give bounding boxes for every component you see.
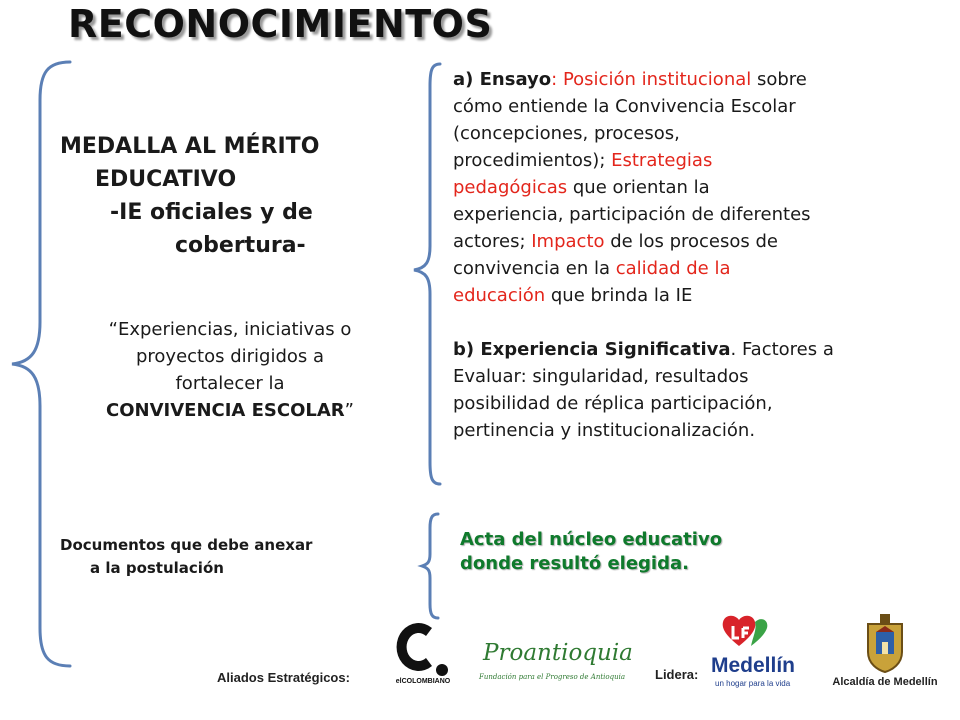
colombiano-wordmark: elCOLOMBIANO xyxy=(395,678,451,685)
quote-line-1: “Experiencias, iniciativas o xyxy=(108,319,352,340)
acta-line-1: Acta del núcleo educativo xyxy=(460,529,723,550)
criteria-a-highlight-1: Posición institucional xyxy=(562,69,752,90)
criteria-a-text-5: que orientan la xyxy=(567,177,710,198)
slide-title: RECONOCIMIENTOS xyxy=(68,2,493,46)
criteria-a-line-3: (concepciones, procesos, xyxy=(453,123,680,144)
documents-line-1: Documentos que debe anexar xyxy=(60,536,313,554)
medellin-wordmark: Medellín xyxy=(711,654,796,677)
documents-requirement xyxy=(460,528,790,576)
criteria-a-text-7b: de los procesos de xyxy=(604,231,778,252)
criteria-b-line-1 xyxy=(453,336,943,363)
criteria-a-highlight-4: Estrategias xyxy=(611,150,713,171)
criteria-b-line-3: posibilidad de réplica participación, xyxy=(453,393,773,414)
quote-line-3: fortalecer la xyxy=(175,373,285,394)
documents-line-2: a la postulación xyxy=(90,559,224,577)
criteria-a-highlight-9: educación xyxy=(453,285,546,306)
criteria-a-highlight-7: Impacto xyxy=(531,231,605,252)
alcaldia-coat-of-arms-icon xyxy=(862,612,908,674)
criteria-a-line-2: cómo entiende la Convivencia Escolar xyxy=(453,96,796,117)
documents-label xyxy=(60,534,410,580)
allies-label: Aliados Estratégicos: xyxy=(217,670,350,685)
medal-line-1: MEDALLA AL MÉRITO xyxy=(60,134,320,159)
criteria-block xyxy=(453,66,943,444)
quote-line-2: proyectos dirigidos a xyxy=(135,346,325,367)
criteria-a-text-4: procedimientos); xyxy=(453,150,612,171)
colombiano-c-icon xyxy=(388,614,458,680)
acta-line-2: donde resultó elegida. xyxy=(460,553,689,574)
medal-line-2: EDUCATIVO xyxy=(95,167,237,192)
lead-label: Lidera: xyxy=(655,667,699,682)
alcaldia-wordmark: Alcaldía de Medellín xyxy=(832,676,938,688)
alcaldia-logo xyxy=(822,612,952,692)
quote-closing-mark: ” xyxy=(344,400,354,421)
proantioquia-logo xyxy=(473,640,633,688)
criteria-a-highlight-8: calidad de la xyxy=(615,258,731,279)
el-colombiano-logo xyxy=(388,614,458,692)
medal-line-4: cobertura- xyxy=(175,233,306,258)
medellin-tagline: un hogar para la vida xyxy=(715,679,791,688)
criteria-a-line-8 xyxy=(453,255,943,282)
criteria-a-colon: : xyxy=(551,69,563,90)
criteria-a-line-4 xyxy=(453,147,943,174)
criteria-a-line-5 xyxy=(453,174,943,201)
criteria-a-label: a) Ensayo xyxy=(453,69,552,90)
criteria-a-text-7a: actores; xyxy=(453,231,532,252)
documents-brace xyxy=(422,514,438,618)
criteria-a-text-8: convivencia en la xyxy=(453,258,616,279)
medal-description-quote xyxy=(40,316,420,424)
quote-emphasis: CONVIVENCIA ESCOLAR xyxy=(106,400,345,421)
criteria-a-highlight-5: pedagógicas xyxy=(453,177,568,198)
quote-line-4 xyxy=(40,397,420,424)
proantioquia-tagline: Fundación para el Progreso de Antioquia xyxy=(479,673,625,681)
medellin-logo xyxy=(705,612,825,692)
criteria-a-line-9 xyxy=(453,282,943,309)
criteria-a-line-7 xyxy=(453,228,943,255)
criteria-a-line-1 xyxy=(453,66,943,93)
medal-heading xyxy=(60,130,400,262)
medellin-heart-icon xyxy=(705,612,825,656)
criteria-b-line-2: Evaluar: singularidad, resultados xyxy=(453,366,749,387)
criteria-b-label: b) Experiencia Significativa xyxy=(453,339,731,360)
criteria-b-line-4: pertinencia y institucionalización. xyxy=(453,420,756,441)
criteria-a-text-1: sobre xyxy=(751,69,807,90)
criteria-a-line-6: experiencia, participación de diferentes xyxy=(453,204,811,225)
proantioquia-wordmark: Proantioquia xyxy=(483,640,633,666)
criteria-gap xyxy=(453,309,943,336)
medal-line-3: -IE oficiales y de xyxy=(110,200,313,225)
criteria-a-text-9: que brinda la IE xyxy=(545,285,693,306)
criteria-b-text-1: . Factores a xyxy=(730,339,834,360)
